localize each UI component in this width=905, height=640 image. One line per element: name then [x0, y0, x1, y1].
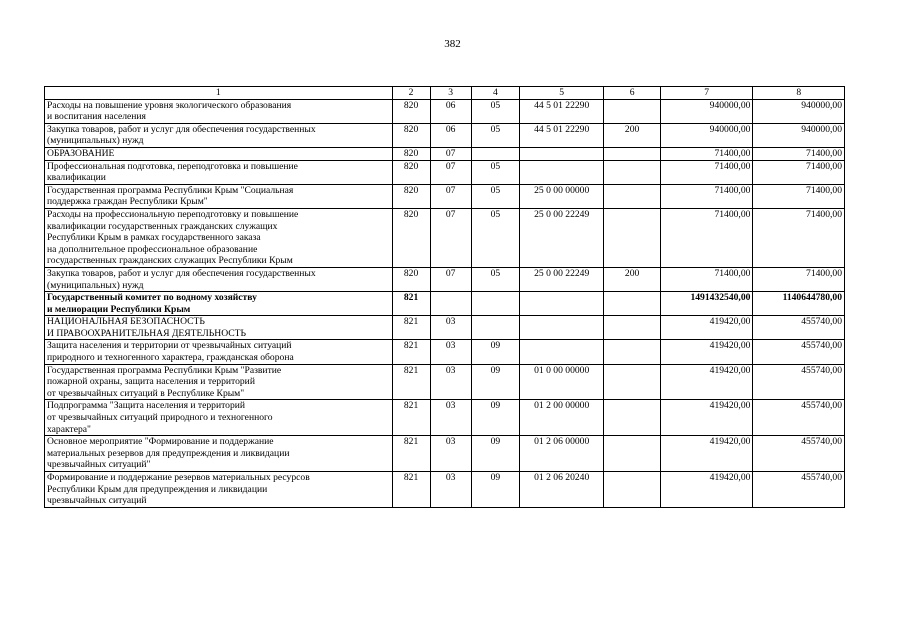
table-row	[45, 316, 845, 340]
row-code-section: 03	[430, 436, 471, 472]
row-code-ministry: 820	[392, 267, 430, 291]
column-header: 4	[471, 87, 519, 100]
row-code-expense-type	[604, 436, 661, 472]
row-code-subsection: 05	[471, 99, 519, 123]
row-code-ministry: 821	[392, 364, 430, 400]
column-header: 2	[392, 87, 430, 100]
row-code-subsection	[471, 316, 519, 340]
column-header: 7	[660, 87, 753, 100]
row-amount-year2: 71400,00	[753, 208, 845, 267]
row-code-section: 07	[430, 267, 471, 291]
row-code-target: 01 2 06 20240	[520, 472, 604, 508]
row-code-ministry: 821	[392, 436, 430, 472]
row-amount-year1: 1491432540,00	[660, 292, 753, 316]
row-amount-year1: 419420,00	[660, 436, 753, 472]
row-amount-year1: 940000,00	[660, 123, 753, 147]
row-name: Государственный комитет по водному хозяйству и мелиорации Республики Крым	[45, 292, 393, 316]
row-code-subsection: 09	[471, 436, 519, 472]
row-amount-year1: 71400,00	[660, 147, 753, 160]
row-name: Расходы на повышение уровня экологического образования и воспитания населения	[45, 99, 393, 123]
row-name: Защита населения и территории от чрезвычайных ситуаций природного и техногенного характера, гражданская оборона	[45, 340, 393, 364]
row-code-expense-type: 200	[604, 267, 661, 291]
row-code-ministry: 820	[392, 99, 430, 123]
row-amount-year2: 455740,00	[753, 364, 845, 400]
table-row	[45, 123, 845, 147]
column-header: 6	[604, 87, 661, 100]
row-code-subsection: 05	[471, 267, 519, 291]
row-amount-year2: 455740,00	[753, 472, 845, 508]
column-header: 8	[753, 87, 845, 100]
row-code-expense-type	[604, 160, 661, 184]
row-amount-year2: 71400,00	[753, 267, 845, 291]
row-code-target: 44 5 01 22290	[520, 99, 604, 123]
row-code-section: 03	[430, 400, 471, 436]
table-row	[45, 292, 845, 316]
budget-table	[44, 86, 845, 508]
row-name: Государственная программа Республики Крым "Социальная поддержка граждан Республики Крым"	[45, 184, 393, 208]
table-row	[45, 267, 845, 291]
row-code-subsection	[471, 147, 519, 160]
row-code-section: 06	[430, 99, 471, 123]
row-code-section: 07	[430, 184, 471, 208]
table-row	[45, 184, 845, 208]
row-code-ministry: 821	[392, 292, 430, 316]
row-code-ministry: 820	[392, 147, 430, 160]
row-code-subsection: 09	[471, 400, 519, 436]
row-name: Формирование и поддержание резервов материальных ресурсов Республики Крым для предупреждения и ликвидации чрезвычайных ситуаций	[45, 472, 393, 508]
row-code-expense-type	[604, 99, 661, 123]
row-code-section: 03	[430, 340, 471, 364]
row-amount-year1: 71400,00	[660, 267, 753, 291]
row-amount-year1: 419420,00	[660, 472, 753, 508]
table-row	[45, 99, 845, 123]
row-code-section: 07	[430, 160, 471, 184]
row-code-expense-type	[604, 292, 661, 316]
row-code-ministry: 820	[392, 160, 430, 184]
row-code-target: 25 0 00 00000	[520, 184, 604, 208]
row-code-expense-type	[604, 340, 661, 364]
row-amount-year2: 71400,00	[753, 184, 845, 208]
row-code-target	[520, 160, 604, 184]
row-code-target	[520, 316, 604, 340]
row-code-section: 03	[430, 364, 471, 400]
row-amount-year1: 71400,00	[660, 208, 753, 267]
row-name: НАЦИОНАЛЬНАЯ БЕЗОПАСНОСТЬ И ПРАВООХРАНИТЕЛЬНАЯ ДЕЯТЕЛЬНОСТЬ	[45, 316, 393, 340]
table-row	[45, 436, 845, 472]
row-amount-year2: 71400,00	[753, 160, 845, 184]
row-code-target: 01 0 00 00000	[520, 364, 604, 400]
row-code-section: 07	[430, 208, 471, 267]
table-row	[45, 147, 845, 160]
row-code-expense-type: 200	[604, 123, 661, 147]
column-header: 5	[520, 87, 604, 100]
row-code-subsection: 05	[471, 208, 519, 267]
row-code-subsection: 05	[471, 123, 519, 147]
row-amount-year2: 455740,00	[753, 436, 845, 472]
row-code-subsection: 09	[471, 340, 519, 364]
table-row	[45, 208, 845, 267]
row-name: Закупка товаров, работ и услуг для обеспечения государственных (муниципальных) нужд	[45, 123, 393, 147]
row-name: Государственная программа Республики Крым "Развитие пожарной охраны, защита населения и территорий от чрезвычайных ситуаций в Республике Крым"	[45, 364, 393, 400]
row-code-expense-type	[604, 400, 661, 436]
row-code-expense-type	[604, 472, 661, 508]
table-row	[45, 364, 845, 400]
table-row	[45, 472, 845, 508]
row-name: Основное мероприятие "Формирование и поддержание материальных резервов для предупреждения и ликвидации чрезвычайных ситуаций"	[45, 436, 393, 472]
row-name: ОБРАЗОВАНИЕ	[45, 147, 393, 160]
row-amount-year2: 455740,00	[753, 316, 845, 340]
row-code-subsection	[471, 292, 519, 316]
row-amount-year2: 940000,00	[753, 123, 845, 147]
row-code-expense-type	[604, 184, 661, 208]
row-code-expense-type	[604, 316, 661, 340]
row-amount-year1: 71400,00	[660, 160, 753, 184]
page-number: 382	[444, 38, 461, 50]
table-header-row	[45, 87, 845, 100]
row-code-section: 03	[430, 316, 471, 340]
row-amount-year2: 940000,00	[753, 99, 845, 123]
row-amount-year1: 419420,00	[660, 340, 753, 364]
row-amount-year2: 71400,00	[753, 147, 845, 160]
row-amount-year1: 419420,00	[660, 316, 753, 340]
row-code-target	[520, 292, 604, 316]
row-code-ministry: 820	[392, 184, 430, 208]
row-code-expense-type	[604, 364, 661, 400]
row-code-ministry: 821	[392, 316, 430, 340]
row-code-ministry: 821	[392, 472, 430, 508]
table-row	[45, 340, 845, 364]
row-amount-year1: 419420,00	[660, 364, 753, 400]
row-code-subsection: 05	[471, 184, 519, 208]
row-amount-year2: 455740,00	[753, 400, 845, 436]
row-code-ministry: 820	[392, 208, 430, 267]
row-code-expense-type	[604, 147, 661, 160]
row-name: Профессиональная подготовка, переподготовка и повышение квалификации	[45, 160, 393, 184]
row-amount-year2: 455740,00	[753, 340, 845, 364]
row-code-target: 25 0 00 22249	[520, 208, 604, 267]
row-code-target	[520, 340, 604, 364]
row-code-expense-type	[604, 208, 661, 267]
row-code-ministry: 821	[392, 340, 430, 364]
row-amount-year1: 71400,00	[660, 184, 753, 208]
row-code-section: 06	[430, 123, 471, 147]
row-amount-year2: 1140644780,00	[753, 292, 845, 316]
row-name: Подпрограмма "Защита населения и территорий от чрезвычайных ситуаций природного и техногенного характера"	[45, 400, 393, 436]
row-code-target: 01 2 00 00000	[520, 400, 604, 436]
row-code-subsection: 09	[471, 472, 519, 508]
row-code-target	[520, 147, 604, 160]
row-code-section	[430, 292, 471, 316]
row-code-target: 01 2 06 00000	[520, 436, 604, 472]
column-header: 1	[45, 87, 393, 100]
row-name: Закупка товаров, работ и услуг для обеспечения государственных (муниципальных) нужд	[45, 267, 393, 291]
table-row	[45, 400, 845, 436]
table-row	[45, 160, 845, 184]
row-amount-year1: 419420,00	[660, 400, 753, 436]
row-code-ministry: 821	[392, 400, 430, 436]
row-code-section: 03	[430, 472, 471, 508]
row-code-target: 44 5 01 22290	[520, 123, 604, 147]
row-code-subsection: 05	[471, 160, 519, 184]
row-amount-year1: 940000,00	[660, 99, 753, 123]
row-code-subsection: 09	[471, 364, 519, 400]
row-name: Расходы на профессиональную переподготовку и повышение квалификации государственных гражданских служащих Республики Крым в рамках государственного заказа на дополнительное профессиональное образование государственных гражданских служащих Республики Крым	[45, 208, 393, 267]
row-code-ministry: 820	[392, 123, 430, 147]
row-code-section: 07	[430, 147, 471, 160]
column-header: 3	[430, 87, 471, 100]
row-code-target: 25 0 00 22249	[520, 267, 604, 291]
